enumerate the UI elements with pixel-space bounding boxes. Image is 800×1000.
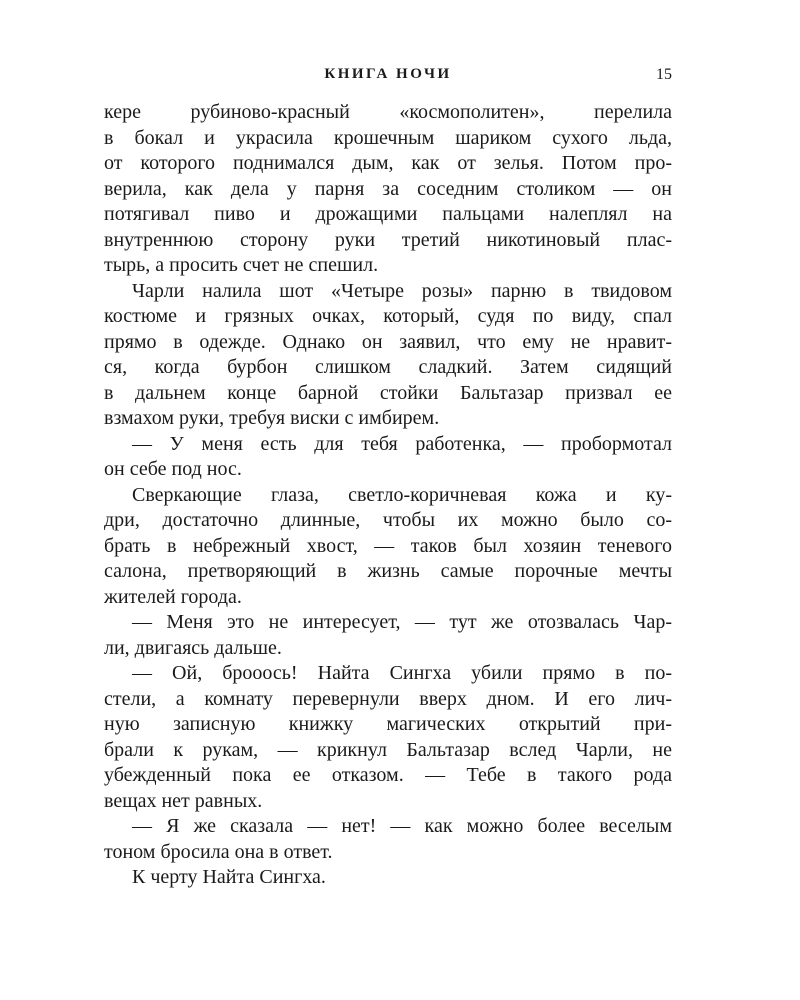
page-number: 15 bbox=[656, 66, 672, 83]
text-line: кере рубиново-красный «космополитен», перелила bbox=[104, 101, 672, 123]
text-line: брать в небрежный хвост, — таков был хозяин теневого bbox=[104, 534, 672, 557]
text-line: стели, а комнату перевернули вверх дном. И его лич- bbox=[104, 687, 672, 710]
text-line: прямо в одежде. Однако он заявил, что ему не нравит- bbox=[104, 330, 672, 353]
text-line: дри, достаточно длинные, чтобы их можно было со- bbox=[104, 509, 672, 531]
text-line: ся, когда бурбон слишком сладкий. Затем сидящий bbox=[104, 356, 672, 378]
text-line: ную записную книжку магических открытий при- bbox=[104, 713, 672, 735]
text-line: Сверкающие глаза, светло-коричневая кожа и ку- bbox=[132, 483, 672, 506]
text-line: — Меня это не интересует, — тут же отозвалась Чар- bbox=[132, 611, 672, 633]
text-line: брали к рукам, — крикнул Бальтазар вслед Чарли, не bbox=[104, 738, 672, 761]
text-line: — Ой, брооось! Найта Сингха убили прямо в по- bbox=[132, 662, 672, 684]
text-line: — У меня есть для тебя работенка, — пробормотал bbox=[132, 432, 672, 455]
text-line: взмахом руки, требуя виски с имбирем. bbox=[104, 407, 440, 429]
text-line: костюме и грязных очках, который, судя по виду, спал bbox=[104, 305, 672, 327]
text-line: салона, претворяющий в жизнь самые порочные мечты bbox=[104, 560, 672, 582]
text-line: жителей города. bbox=[104, 585, 242, 608]
text-line: К черту Найта Сингха. bbox=[132, 866, 326, 888]
text-line: от которого поднимался дым, как от зелья. Потом про- bbox=[104, 152, 672, 174]
text-line: ли, двигаясь дальше. bbox=[104, 636, 282, 659]
text-line: потягивал пиво и дрожащими пальцами налеплял на bbox=[104, 203, 672, 225]
text-line: внутреннюю сторону руки третий никотиновый плас- bbox=[104, 228, 672, 251]
text-line: убежденный пока ее отказом. — Тебе в такого рода bbox=[104, 764, 672, 786]
text-line: тоном бросила она в ответ. bbox=[104, 840, 333, 863]
page-body-text bbox=[104, 100, 672, 891]
text-line: верила, как дела у парня за соседним столиком — он bbox=[104, 177, 672, 200]
text-line: вещах нет равных. bbox=[104, 789, 263, 812]
text-line: — Я же сказала — нет! — как можно более веселым bbox=[132, 815, 672, 837]
text-line: тырь, а просить счет не спешил. bbox=[104, 254, 379, 276]
running-head bbox=[104, 66, 672, 90]
book-title: КНИГА НОЧИ bbox=[324, 66, 452, 82]
text-line: в дальнем конце барной стойки Бальтазар призвал ее bbox=[104, 381, 672, 404]
text-line: он себе под нос. bbox=[104, 458, 242, 480]
text-line: Чарли налила шот «Четыре розы» парню в твидовом bbox=[132, 279, 672, 302]
text-line: в бокал и украсила крошечным шариком сухого льда, bbox=[104, 126, 672, 149]
